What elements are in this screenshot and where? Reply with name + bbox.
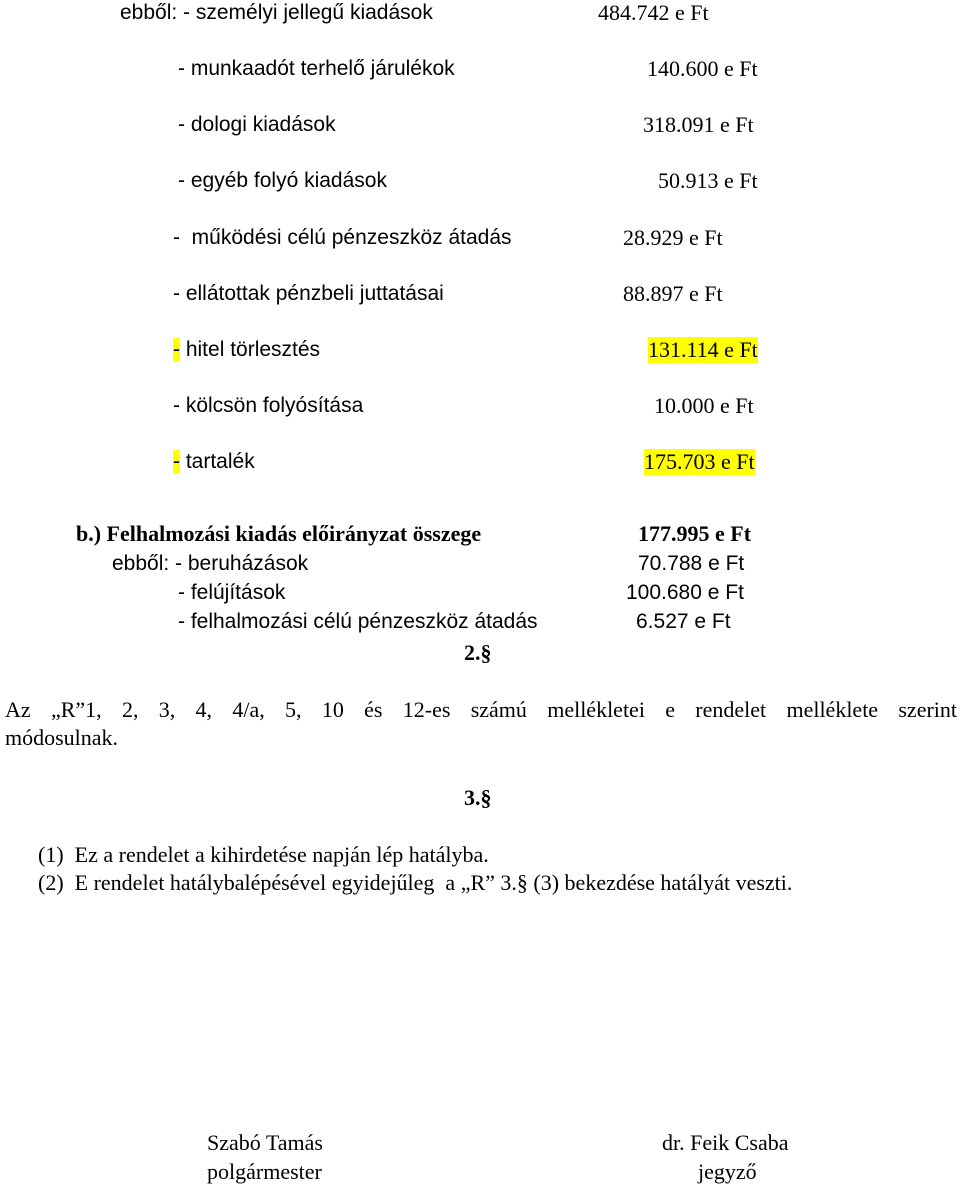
list-value: 100.680 e Ft xyxy=(626,581,744,604)
section-2-paragraph-line2: módosulnak. xyxy=(5,725,119,750)
paragraph-word: 2, xyxy=(121,697,139,722)
list-dash: - xyxy=(173,226,180,249)
list-value: 28.929 e Ft xyxy=(623,225,723,250)
paragraph-word: „R”1, xyxy=(50,697,102,722)
signature-right-title: jegyző xyxy=(698,1159,757,1184)
list-dash-highlighted: - xyxy=(173,450,180,473)
paragraph-word: 10 xyxy=(321,697,344,722)
list-dash: - xyxy=(173,394,180,417)
list-label: működési célú pénzeszköz átadás xyxy=(180,226,512,249)
list-item xyxy=(178,56,455,82)
list-item xyxy=(173,393,363,419)
paragraph-word: 3, xyxy=(158,697,176,722)
paragraph-word: és xyxy=(364,697,383,722)
section-3-item-1: (1) Ez a rendelet a kihirdetése napján lép hatályba. xyxy=(38,842,489,867)
list-label: dologi kiadások xyxy=(185,113,336,136)
signature-left-name: Szabó Tamás xyxy=(207,1130,323,1155)
section-3-item-2: (2) E rendelet hatálybalépésével egyidejűleg a „R” 3.§ (3) bekezdése hatályát veszti. xyxy=(38,870,793,895)
list-dash-highlighted: - xyxy=(173,338,180,361)
paragraph-word: számú xyxy=(470,697,527,722)
section-b-sub-intro: ebből: - beruházások xyxy=(112,552,309,575)
list-value: 10.000 e Ft xyxy=(654,393,754,418)
list-value-highlighted: 131.114 e Ft xyxy=(648,337,758,362)
intro-value: 484.742 e Ft xyxy=(598,0,709,25)
section-2-heading: 2.§ xyxy=(464,640,492,665)
list-label: kölcsön folyósítása xyxy=(180,394,364,417)
paragraph-word: e xyxy=(665,697,675,722)
section-b-sub-intro-value: 70.788 e Ft xyxy=(638,552,745,575)
list-item xyxy=(173,225,512,251)
list-item xyxy=(173,449,255,475)
signature-right-name: dr. Feik Csaba xyxy=(662,1130,789,1155)
list-value: 88.897 e Ft xyxy=(623,281,723,306)
paragraph-word: mellékletei xyxy=(547,697,645,722)
list-value: 6.527 e Ft xyxy=(636,610,731,633)
paragraph-word: rendelet xyxy=(695,697,767,722)
section-2-paragraph-line1 xyxy=(5,697,957,723)
list-dash: - xyxy=(173,282,180,305)
list-item xyxy=(173,337,320,363)
section-b-heading-value: 177.995 e Ft xyxy=(638,521,752,546)
list-value: 140.600 e Ft xyxy=(647,56,758,81)
list-label: tartalék xyxy=(180,450,255,473)
list-item xyxy=(178,112,336,138)
list-dash: - xyxy=(178,113,185,136)
paragraph-word: 12-es xyxy=(402,697,451,722)
list-label: egyéb folyó kiadások xyxy=(185,169,387,192)
list-label: ellátottak pénzbeli juttatásai xyxy=(180,282,444,305)
paragraph-word: Az xyxy=(5,697,31,722)
list-dash: - xyxy=(178,57,185,80)
intro-label: ebből: - személyi jellegű kiadások xyxy=(120,1,433,24)
paragraph-word: 4/a, xyxy=(232,697,265,722)
list-value-highlighted: 175.703 e Ft xyxy=(644,449,755,474)
list-item: - felhalmozási célú pénzeszköz átadás xyxy=(178,610,538,633)
list-value: 318.091 e Ft xyxy=(643,112,754,137)
signature-left-title: polgármester xyxy=(207,1159,322,1184)
list-item: - felújítások xyxy=(178,581,286,604)
list-item xyxy=(178,168,387,194)
list-dash: - xyxy=(178,169,185,192)
list-item xyxy=(173,281,444,307)
section-b-heading: b.) Felhalmozási kiadás előirányzat összege xyxy=(76,521,482,546)
paragraph-word: 4, xyxy=(195,697,213,722)
list-label: munkaadót terhelő járulékok xyxy=(185,57,455,80)
list-label: hitel törlesztés xyxy=(180,338,321,361)
list-value: 50.913 e Ft xyxy=(658,168,758,193)
paragraph-word: melléklete xyxy=(786,697,879,722)
section-3-heading: 3.§ xyxy=(464,785,492,810)
paragraph-word: szerint xyxy=(898,697,958,722)
paragraph-word: 5, xyxy=(285,697,302,722)
